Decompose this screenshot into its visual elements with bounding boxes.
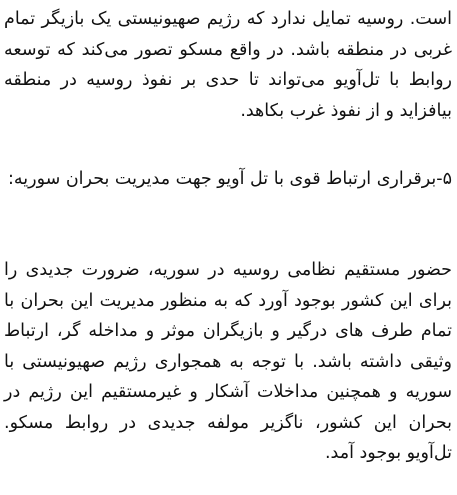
paragraph-1: است. روسیه تمایل ندارد که رژیم صهیونیستی یک بازیگر تمام غربی در منطقه باشد. در واقع مسکو تصور می‌کند که توسعه روابط با تل‌آویو می‌تواند تا حدی بر نفوذ روسیه در منطقه بیافزاید و از نفوذ غرب بکاهد. [4, 9, 452, 121]
document-page [4, 4, 452, 491]
paragraph-2: حضور مستقیم نظامی روسیه در سوریه، ضرورت جدیدی را برای این کشور بوجود آورد که به منظور مدیریت این بحران با تمام طرف های درگیر و بازیگران موثر و مداخله گر، ارتباط وثیقی داشته باشد. با توجه به همجواری رژیم صهیونیستی با سوریه و همچنین مداخلات آشکار و غیرمستقیم این رژیم در بحران این کشور، ناگزیر مولفه جدیدی در روابط مسکو. تل‌آویو بوجود آمد. [4, 260, 452, 463]
section-heading-5: ۵-برقراری ارتباط قوی با تل آویو جهت مدیریت بحران سوریه: [7, 169, 452, 189]
